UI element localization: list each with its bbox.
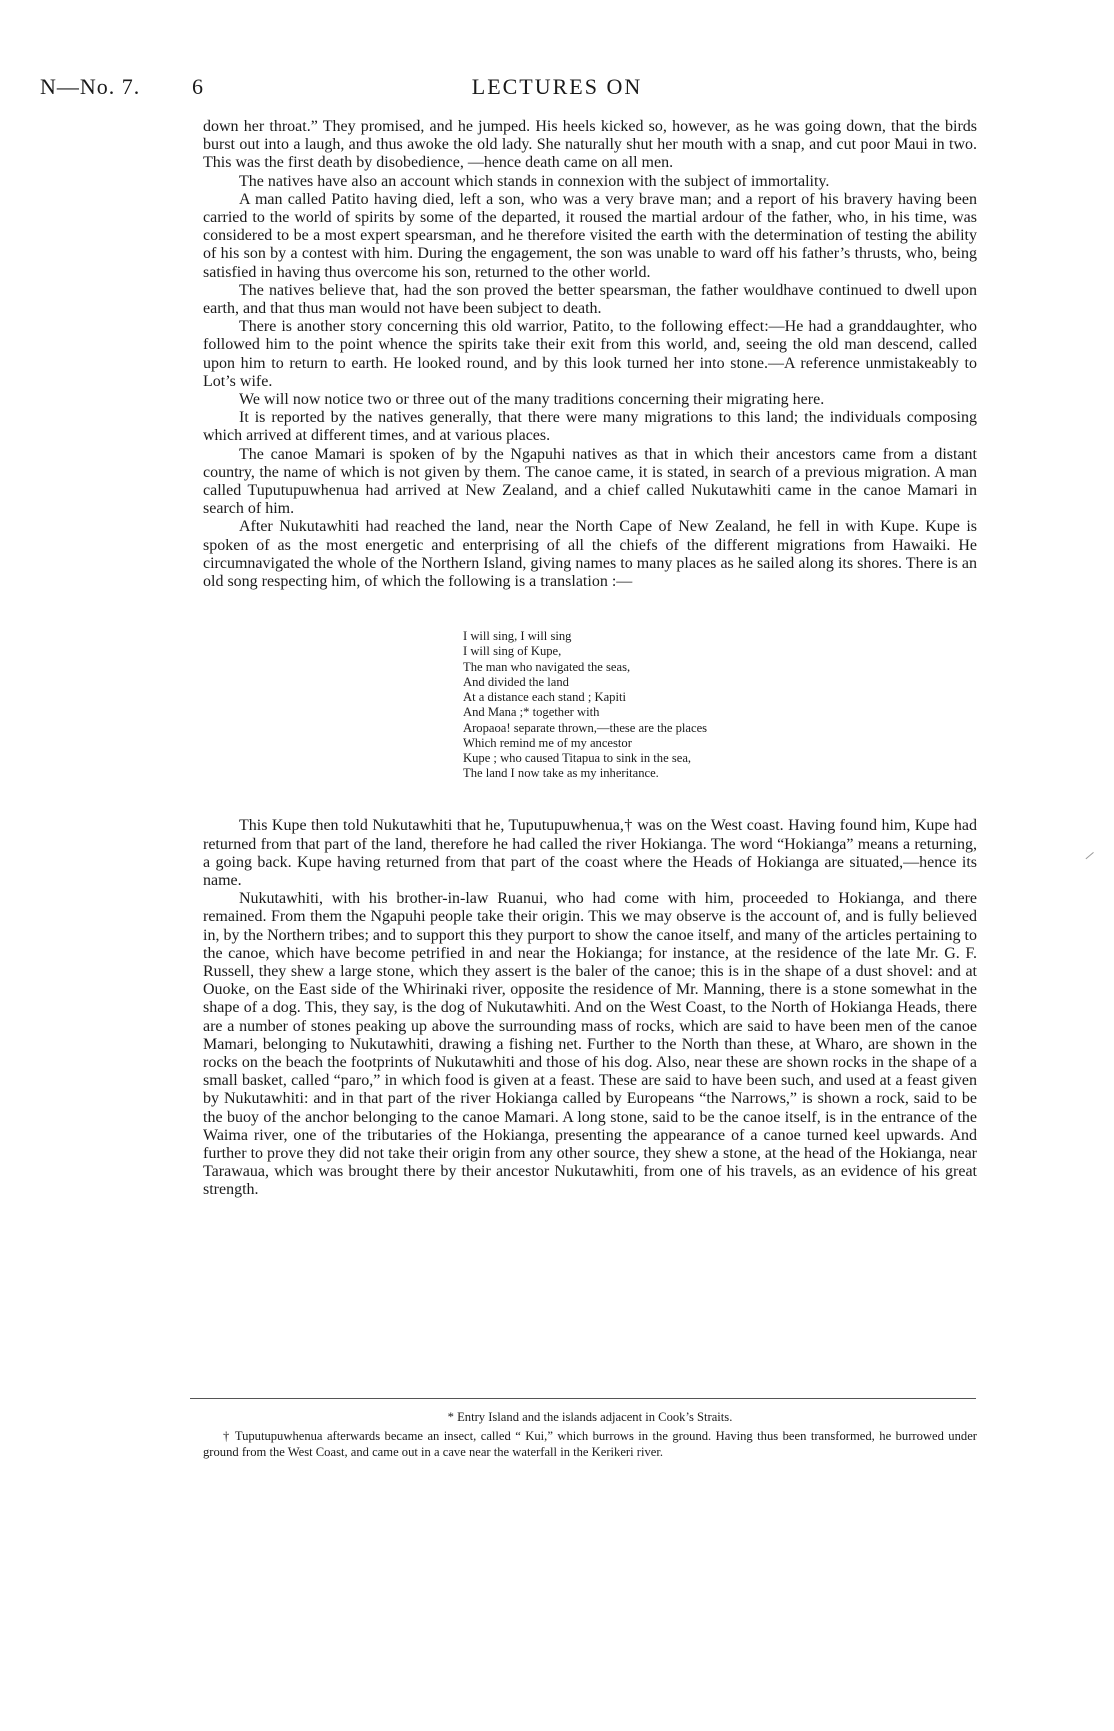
poem-line: Which remind me of my ancestor — [463, 735, 632, 750]
paragraph: There is another story concerning this old warrior, Patito, to the following effect:—He had a granddaughter, who followed him to the point whence the spirits take their exit from this world, and, seeing the old man descend, called upon him to return to earth. He looked round, and by this look turned her into stone.—A reference unmistakeably to Lot’s wife. — [203, 318, 977, 390]
paragraph: After Nukutawhiti had reached the land, near the North Cape of New Zealand, he fell in with Kupe. Kupe is spoken of as the most energetic and enterprising of all the chiefs of the different migrations from Hawaiki. He circumnavigated the whole of the Northern Island, giving names to many places as he sailed along its shores. There is an old song respecting him, of which the following is a translation :— — [203, 518, 977, 591]
body-text — [203, 118, 977, 1200]
paragraph: This Kupe then told Nukutawhiti that he, Tuputupuwhenua,† was on the West coast. Having found him, Kupe had returned from that part of the land, therefore he had called the river Hokianga. The word “Hokianga” means a returning, a going back. Kupe having returned from that part of the coast where the Heads of Hokianga are situated,—hence its name. — [203, 817, 977, 889]
footnotes — [203, 1410, 977, 1464]
poem-line: I will sing, I will sing — [463, 629, 572, 644]
paragraph: A man called Patito having died, left a son, who was a very brave man; and a report of his bravery having been carried to the world of spirits by some of the departed, it roused the martial ardour of the father, who, in his time, was considered to be a most expert spearsman, and he therefore visited the earth with the determination of testing the ability of his son by a contest with him. During the engagement, the son was unable to ward off his father’s thrusts, who, being satisfied in having thus overcome his son, returned to the other world. — [203, 190, 977, 281]
poem-line: Aropaoa! separate thrown,—these are the places — [463, 720, 708, 735]
margin-mark — [1086, 852, 1095, 860]
poem-line: The land I now take as my inheritance. — [463, 766, 659, 781]
footnote: † Tuputupuwhenua afterwards became an insect, called “ Kui,” which burrows in the ground. Having thus been transformed, he burrowed under ground from the West Coast, and came out in a cave near the waterfall in the Kerikeri river. — [203, 1429, 977, 1459]
paragraph: down her throat.” They promised, and he jumped. His heels kicked so, however, as he was going down, that the birds burst out into a laugh, and thus awoke the old lady. She naturally shut her mouth with a snap, and cut poor Maui in two. This was the first death by disobedience, —hence death came on all men. — [203, 118, 977, 172]
paragraph: The natives believe that, had the son proved the better spearsman, the father wouldhave continued to dwell upon earth, and that thus man would not have been subject to death. — [203, 281, 977, 318]
page-number: 6 — [192, 74, 203, 99]
paragraph: It is reported by the natives generally, that there were many migrations to this land; the individuals composing which arrived at different times, and at various places. — [203, 409, 977, 445]
poem-line: I will sing of Kupe, — [463, 644, 562, 659]
paragraph: Nukutawhiti, with his brother-in-law Ruanui, who had come with him, proceeded to Hokianga, and there remained. From them the Ngapuhi people take their origin. This we may observe is the account of, and is fully believed in, by the Northern tribes; and to support this they purport to show the canoe itself, and many of the articles pertaining to the canoe, which have become petrified in and near the Hokianga; for instance, at the residence of the late Mr. G. F. Russell, they shew a large stone, which they assert is the baler of the canoe; this is in the shape of a dust shovel: and at Ouoke, on the East side of the Whirinaki river, opposite the residence of Mr. Manning, there is a stone somewhat in the shape of a dog. This, they say, is the dog of Nukutawhiti. And on the West Coast, to the North of Hokianga Heads, there are a number of stones peaking up above the surrounding mass of rocks, which are said to have been men of the canoe Mamari, belonging to Nukutawhiti, drawing a fishing net. Further to the North than these, at Wharo, are shown in the rocks on the beach the footprints of Nukutawhiti and those of his dog. Also, near these are shown rocks in the shape of a small basket, called “paro,” in which food is given at a feast. These are said to have been such, and used at a feast given by Nukutawhiti: and in that part of the river Hokianga called by Europeans “the Narrows,” is shown a rock, said to be the buoy of the anchor belonging to the canoe Mamari. A long stone, said to be the canoe itself, is in the entrance of the Waima river, one of the tributaries of the Hokianga, presenting the appearance of a canoe turned keel upwards. And further to prove they did not take their origin from any other source, they shew a stone, at the head of the Hokianga, near Tarawaua, which was brought there by their ancestor Nukutawhiti, from one of his travels, as an evidence of his great strength. — [203, 890, 977, 1199]
paragraph: We will now notice two or three out of the many traditions concerning their migrating here. — [239, 391, 825, 409]
page-header — [40, 74, 1074, 104]
running-title: LECTURES ON — [471, 74, 643, 99]
poem-line: Kupe ; who caused Titapua to sink in the sea, — [463, 750, 692, 765]
poem — [463, 629, 977, 781]
poem-line: And Mana ;* together with — [463, 705, 600, 720]
poem-line: And divided the land — [463, 674, 569, 689]
poem-line: At a distance each stand ; Kapiti — [463, 690, 626, 705]
series-number: N—No. 7. — [40, 74, 141, 99]
paragraph: The canoe Mamari is spoken of by the Ngapuhi natives as that in which their ancestors came from a distant country, the name of which is not given by them. The canoe came, it is stated, in search of a previous migration. A man called Tuputupuwhenua had arrived at New Zealand, and a chief called Nukutawhiti came in the canoe Mamari in search of him. — [203, 445, 977, 518]
footnote: * Entry Island and the islands adjacent in Cook’s Straits. — [447, 1410, 733, 1424]
paragraph: The natives have also an account which stands in connexion with the subject of immortality. — [239, 172, 830, 190]
poem-line: The man who navigated the seas, — [463, 659, 631, 674]
footnote-divider — [190, 1398, 976, 1399]
